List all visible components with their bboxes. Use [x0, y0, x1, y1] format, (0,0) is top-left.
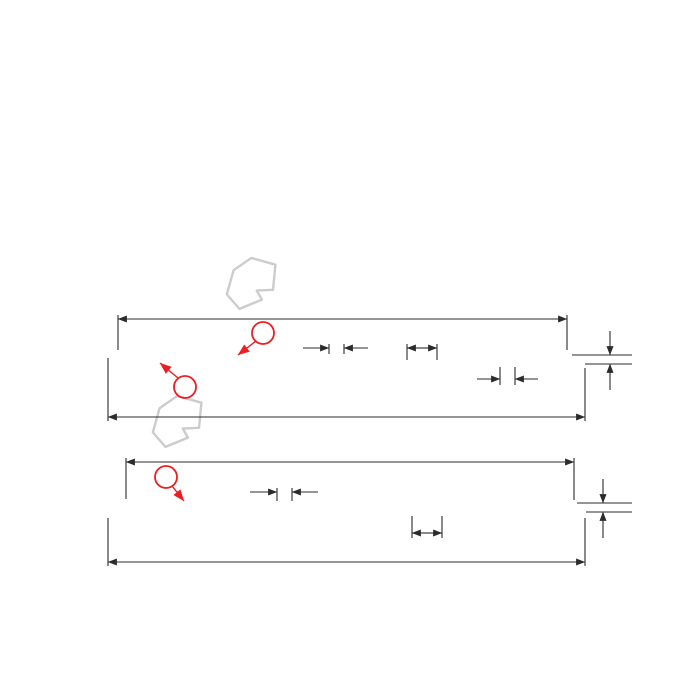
- dimensions-front: [108, 315, 632, 421]
- metal-profil-logo-icon: [146, 391, 209, 449]
- dimensions-reverse: [108, 458, 632, 566]
- callout-r: [155, 466, 184, 501]
- watermark-middle: [146, 391, 209, 449]
- watermark-top: [220, 253, 283, 311]
- callout-b: [238, 322, 274, 355]
- metal-profil-logo-icon: [220, 253, 283, 311]
- callout-a: [160, 363, 196, 398]
